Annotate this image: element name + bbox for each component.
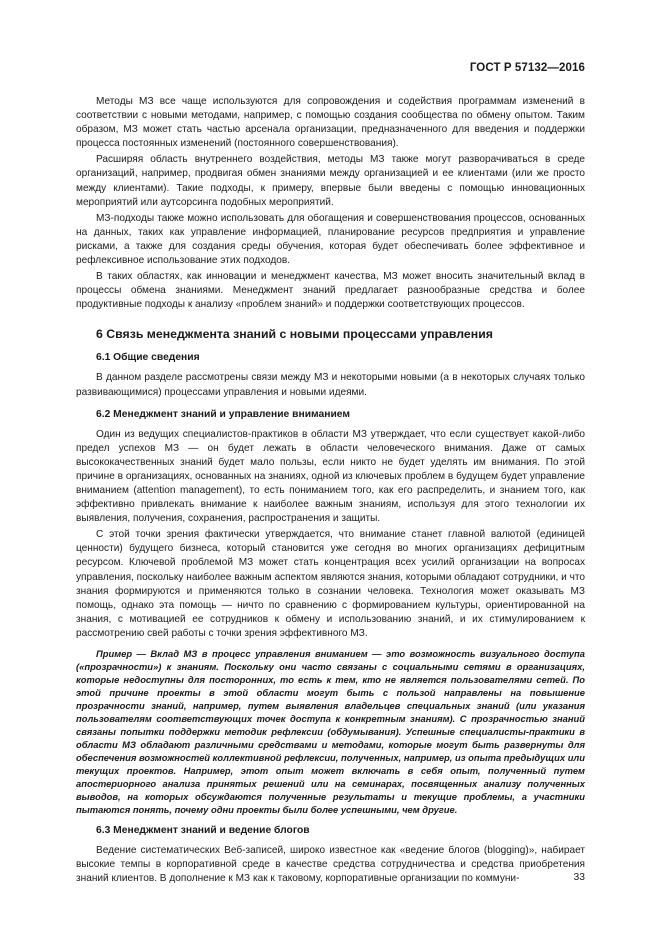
example-note: Пример — Вклад МЗ в процесс управления вниманием — это возможность визуального доступа («прозрачности») к знаниям. Поскольку они часто связаны с социальными сетями в организациях, которые недоступны для посторонних, то есть к тем, кто не является пользователями сетей. По этой причине проекты в этой области могут быть с пользой направлены на повышение прозрачности знаний, например, путем выявления владельцев специальных знаний (или указания пользователям соответствующих точек доступа к конкретным знаниям). С прозрачностью знаний связаны попытки поддержки методик рефлексии (обдумывания). Успешные специалисты-практики в области МЗ обладают различными средствами и методами, которые могут быть развернуты для обеспечения возможностей коллективной рефлексии, полученных, например, из опыта предыдущих или текущих проектов. Например, этот опыт может включать в себя опыт, полученный путем апостериорного анализа принятых решений или на семинарах, посвященных анализу полученных выводов, на которых обсуждаются полученные результаты и текущие проблемы, а участники пытаются понять, почему одни проекты были более успешными, чем другие. [76,648,585,815]
page-number: 33 [573,872,585,883]
paragraph: МЗ-подходы также можно использовать для обогащения и совершенствования процессов, основанных на данных, таких как управление информацией, планирование ресурсов предприятия и управление рисками, а также для создания среды обучения, которая будет обеспечивать более эффективное и рефлексивное использование этих подходов. [76,212,585,267]
paragraph: Один из ведущих специалистов-практиков в области МЗ утверждает, что если существует какой-либо предел успехов МЗ — он будет лежать в области человеческого внимания. Даже от самых высококачественных знаний будет мало пользы, если никто не будет уделять им внимания. По этой причине в организациях, основанных на знаниях, одной из ключевых проблем в будущем будет управление вниманием (attention management), то есть пониманием того, как его распределить, и знанием того, как эффективно привлекать внимание к наиболее важным знаниям, используя для этого технологии их выявления, получения, сохранения, распространения и защиты. [76,428,585,525]
subsection-6-3-heading: 6.3 Менеджмент знаний и ведение блогов [96,825,310,836]
page-content [76,95,585,888]
subsection-6-2-heading: 6.2 Менеджмент знаний и управление вниманием [96,408,350,420]
paragraph: Ведение систематических Веб-записей, широко известное как «ведение блогов (blogging)», набирает высокие темпы в корпоративной среде в качестве средства сотрудничества и средства приобретения знаний клиентов. В дополнение к МЗ как к таковому, корпоративные организации по коммуни- [76,845,585,885]
subsection-6-1-heading: 6.1 Общие сведения [96,352,200,364]
section-6-heading: 6 Связь менеджмента знаний с новыми процессами управления [96,327,493,342]
standard-header: ГОСТ Р 57132—2016 [469,62,585,74]
paragraph: Расширяя область внутреннего воздействия, методы МЗ также могут разворачиваться в среде организаций, например, продвигая обмен знаниями между организацией и ее клиентами (или же просто между клиентами). Такие подходы, к примеру, впервые были введены с помощью инновационных мероприятий или аутсорсинга подобных мероприятий. [76,154,585,208]
paragraph: В таких областях, как инновации и менеджмент качества, МЗ может вносить значительный вклад в процессы обмена знаниями. Менеджмент знаний предлагает разнообразные средства и более продуктивные подходы к анализу «проблем знаний» и поддержки соответствующих процессов. [76,271,585,311]
paragraph: В данном разделе рассмотрены связи между МЗ и некоторыми новыми (а в некоторых случаях только развивающимися) процессами управления и новыми идеями. [76,372,585,398]
paragraph: Методы МЗ все чаще используются для сопровождения и содействия программам изменений в соответствии с новыми методами, например, с помощью создания сообщества по обмену опытом. Таким образом, МЗ может стать частью арсенала организации, предназначенного для введения и поддержки процесса постоянных изменений (постоянного совершенствования). [76,96,585,150]
paragraph: С этой точки зрения фактически утверждается, что внимание станет главной валютой (единицей ценности) будущего бизнеса, который становится уже сегодня во многих организациях дефицитным ресурсом. Ключевой проблемой МЗ может стать концентрация всех усилий организации на вопросах управления, поскольку наиболее важным аспектом являются знания, которыми обладают сотрудники, и что знания формируются и применяются только в сознании человека. Технология может оказывать МЗ помощь, однако эта помощь — ничто по сравнению с формированием культуры, ориентированной на знания, с мотивацией ее сотрудников к обмену и использованию знаний, и их стимулированием к рассмотрению свей работы с точки зрения эффективного МЗ. [76,529,585,639]
